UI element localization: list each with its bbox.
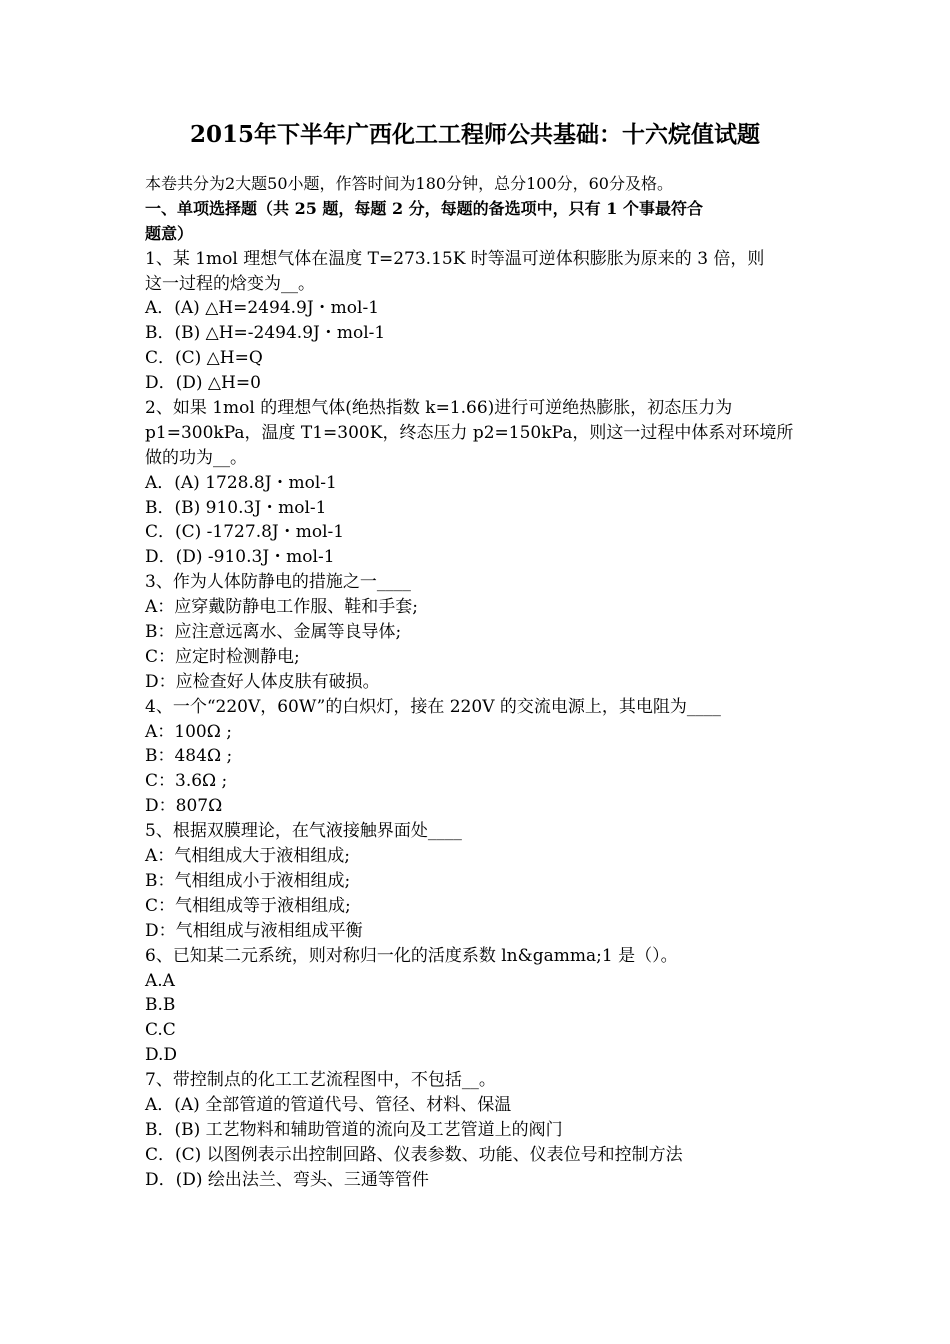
text-line: B．(B) 工艺物料和辅助管道的流向及工艺管道上的阀门 bbox=[145, 1119, 563, 1140]
text-line: A：应穿戴防静电工作服、鞋和手套; bbox=[145, 597, 419, 618]
text-line: A．(A) △H=2494.9J・mol-1 bbox=[145, 298, 380, 319]
text-line: 4、一个“220V，60W”的白炽灯，接在 220V 的交流电源上，其电阻为____ bbox=[145, 696, 721, 717]
text-line: A．(A) 全部管道的管道代号、管径、材料、保温 bbox=[145, 1094, 512, 1115]
text-line: p1=300kPa，温度 T1=300K，终态压力 p2=150kPa，则这一过程中体系对环境所 bbox=[145, 422, 794, 443]
document-title: 2015年下半年广西化工工程师公共基础：十六烷值试题 bbox=[189, 121, 760, 148]
text-line: C：应定时检测静电; bbox=[145, 646, 300, 667]
text-line: A．(A) 1728.8J・mol-1 bbox=[145, 472, 337, 493]
text-line: B：气相组成小于液相组成; bbox=[145, 870, 351, 891]
text-line: B．(B) 910.3J・mol-1 bbox=[145, 497, 327, 518]
section-heading-cont: 题意） bbox=[145, 223, 194, 243]
text-line: 这一过程的焓变为__。 bbox=[145, 273, 315, 294]
text-line: 1、某 1mol 理想气体在温度 T=273.15K 时等温可逆体积膨胀为原来的 3 倍，则 bbox=[145, 248, 765, 269]
text-line: C．(C) △H=Q bbox=[145, 348, 263, 369]
text-line: D.D bbox=[145, 1045, 178, 1066]
text-line: C．(C) -1727.8J・mol-1 bbox=[145, 522, 345, 543]
text-line: A：气相组成大于液相组成; bbox=[145, 846, 351, 867]
text-line: 2、如果 1mol 的理想气体(绝热指数 k=1.66)进行可逆绝热膨胀，初态压力为 bbox=[145, 398, 733, 419]
text-line: A：100Ω ; bbox=[145, 721, 232, 742]
document-body bbox=[145, 172, 810, 1193]
question-list bbox=[145, 247, 810, 1193]
text-line: A.A bbox=[145, 970, 175, 991]
text-line: 5、根据双膜理论，在气液接触界面处____ bbox=[145, 821, 462, 842]
text-line: C：气相组成等于液相组成; bbox=[145, 895, 351, 916]
section-heading: 一、单项选择题（共 25 题，每题 2 分，每题的备选项中，只有 1 个事最符合 bbox=[145, 198, 703, 218]
text-line: D．(D) -910.3J・mol-1 bbox=[145, 547, 335, 568]
text-line: B.B bbox=[145, 995, 176, 1016]
text-line: 6、已知某二元系统，则对称归一化的活度系数 ln&gamma;1 是（）。 bbox=[145, 945, 678, 966]
text-line: 做的功为__。 bbox=[145, 447, 247, 468]
text-line: C．(C) 以图例表示出控制回路、仪表参数、功能、仪表位号和控制方法 bbox=[145, 1144, 683, 1165]
text-line: 7、带控制点的化工工艺流程图中，不包括__。 bbox=[145, 1070, 496, 1091]
text-line: B．(B) △H=-2494.9J・mol-1 bbox=[145, 323, 386, 344]
text-line: D：807Ω bbox=[145, 796, 223, 817]
text-line: D：气相组成与液相组成平衡 bbox=[145, 920, 363, 941]
text-line: D：应检查好人体皮肤有破损。 bbox=[145, 671, 380, 692]
text-line: B：484Ω ; bbox=[145, 746, 233, 767]
text-line: B：应注意远离水、金属等良导体; bbox=[145, 622, 402, 643]
exam-intro: 本卷共分为2大题50小题，作答时间为180分钟，总分100分，60分及格。 bbox=[145, 174, 673, 193]
text-line: D．(D) 绘出法兰、弯头、三通等管件 bbox=[145, 1169, 429, 1190]
text-line: D．(D) △H=0 bbox=[145, 373, 261, 394]
text-line: 3、作为人体防静电的措施之一____ bbox=[145, 572, 411, 593]
text-line: C：3.6Ω ; bbox=[145, 771, 228, 792]
text-line: C.C bbox=[145, 1020, 176, 1041]
